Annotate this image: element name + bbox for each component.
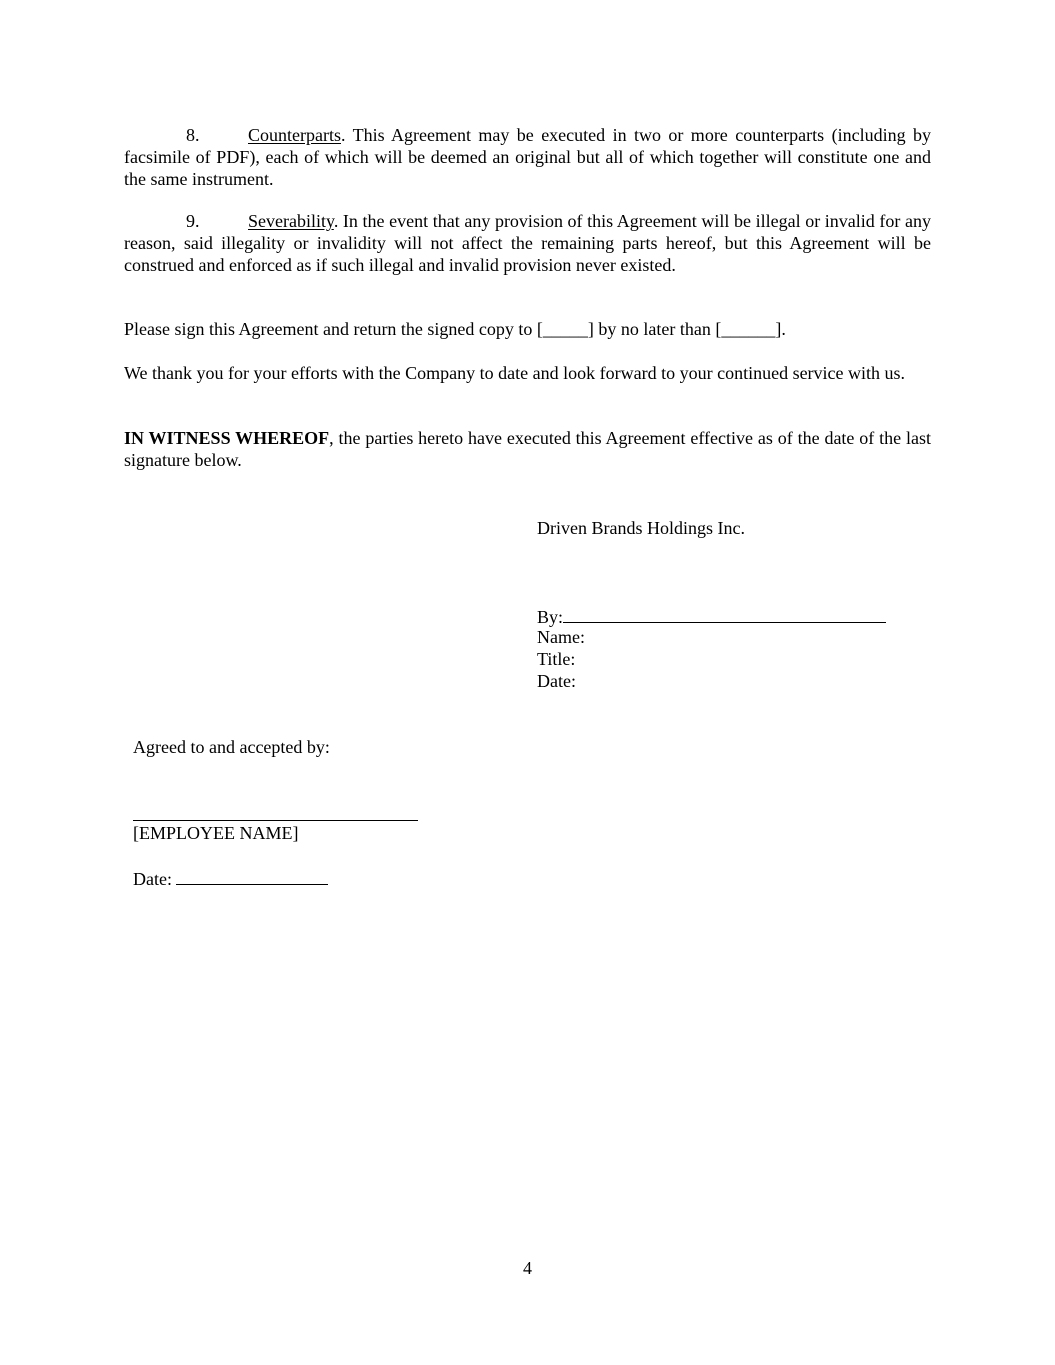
company-date-label: Date: [537, 671, 576, 691]
section-8-text: . This Agreement may be executed in two or more counterparts (including by facsimile of PDF), each of which will be deemed an original but all of which together will constitute one and the same instrument. [124, 125, 931, 189]
by-label: By: [537, 607, 564, 627]
witness-text: , the parties hereto have executed this Agreement effective as of the date of the last signature below. [124, 428, 931, 470]
section-9-text: . In the event that any provision of this Agreement will be illegal or invalid for any reason, said illegality or invalidity will not affect the remaining parts hereof, but this Agreement will be construed and enforced as if such illegal and invalid provision never existed. [124, 211, 931, 275]
employee-date-label: Date: [133, 869, 172, 889]
thanks-paragraph: We thank you for your efforts with the Company to date and look forward to your continued service with us. [124, 363, 906, 383]
company-by-line [537, 604, 886, 628]
witness-heading: IN WITNESS WHEREOF [124, 428, 330, 448]
employee-signature-line[interactable] [133, 820, 418, 821]
return-instructions: Please sign this Agreement and return the signed copy to [_____] by no later than [______]. [124, 319, 786, 339]
agreed-accepted-label: Agreed to and accepted by: [133, 737, 330, 757]
employee-date-line[interactable] [176, 866, 328, 885]
company-name: Driven Brands Holdings Inc. [537, 518, 745, 538]
employee-date-row [133, 866, 328, 890]
witness-paragraph [124, 427, 931, 471]
company-title-label: Title: [537, 649, 576, 669]
page-number: 4 [523, 1258, 532, 1278]
section-9-severability [124, 210, 931, 276]
section-9-heading: Severability [248, 211, 334, 231]
section-8-counterparts [124, 124, 931, 190]
company-signature-line[interactable] [563, 604, 886, 623]
section-8-number: 8. [186, 125, 200, 145]
section-9-number: 9. [186, 211, 200, 231]
company-name-label: Name: [537, 627, 585, 647]
employee-name-placeholder: [EMPLOYEE NAME] [133, 823, 299, 843]
section-8-heading: Counterparts [248, 125, 341, 145]
